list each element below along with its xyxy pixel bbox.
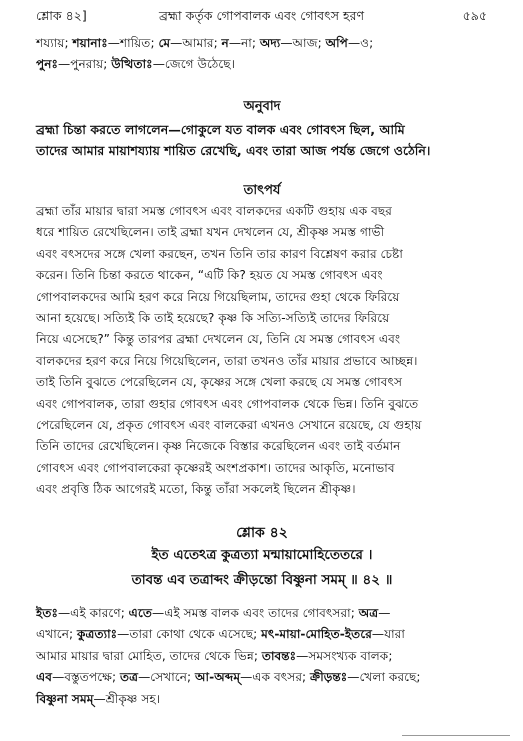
- synonym-term: অদ্য: [259, 36, 281, 50]
- purport-line: বালকদের হরণ করে নিয়ে গিয়েছিলেন, তারা তখনও তাঁর মায়ার প্রভাবে আচ্ছন্ন।: [36, 353, 418, 368]
- synonym-meaning: —এক বৎসর;: [240, 670, 311, 685]
- synonym-term: অত্র: [358, 606, 379, 620]
- synonym-term: আ-অব্দম্: [194, 670, 241, 685]
- translation-line: ব্রহ্মা চিন্তা করতে লাগলেন—গোকুলে যত বালক এবং গোবৎস ছিল, আমি: [36, 122, 405, 137]
- synonym-line: [36, 689, 488, 710]
- synonym-meaning: —আজ;: [280, 36, 326, 50]
- synonym-term: ন: [221, 36, 229, 50]
- purport-line: ধরে শায়িত রেখেছিলেন। তাই ব্রহ্মা যখন দেখলেন যে, শ্রীকৃষ্ণ সমস্ত গাভী: [36, 225, 385, 240]
- page-number: ৫৯৫: [462, 8, 487, 23]
- purport-line: গোবৎস এবং গোপবালকেরা কৃষ্ণেরই অংশপ্রকাশ। তাদের আকৃতি, মনোভাব: [36, 460, 395, 475]
- verse-line: তাবন্ত এব তত্রাব্দং ক্রীড়ন্তো বিষ্ণুনা সমম্ ॥ ৪২ ॥: [131, 572, 393, 588]
- synonym-line: [36, 646, 488, 667]
- synonym-meaning: —জেগে উঠেছে।: [152, 57, 236, 72]
- synonyms-continued: [36, 33, 488, 76]
- synonym-term: অপি: [325, 36, 348, 50]
- footer-rule: [402, 735, 510, 736]
- synonym-meaning: —আমার;: [170, 36, 222, 50]
- translation-heading: অনুবাদ: [243, 99, 281, 114]
- verse-heading: শ্লোক ৪২: [236, 525, 288, 541]
- synonym-term: তাবন্তঃ: [261, 648, 297, 663]
- synonym-term: উত্থিতাঃ: [111, 57, 153, 72]
- synonym-meaning: শয্যায়;: [36, 36, 73, 50]
- synonym-line: [36, 603, 488, 624]
- synonym-term: মৎ-মায়া-মোহিত-ইতরে: [261, 627, 372, 642]
- running-header: [36, 8, 487, 28]
- synonym-meaning: —শ্রীকৃষ্ণ সহ।: [93, 691, 161, 706]
- synonym-term: এতে: [128, 606, 152, 620]
- translation-text: [36, 119, 488, 162]
- synonym-term: তত্র: [119, 670, 139, 685]
- synonym-term: কুত্রত্যাঃ: [76, 627, 118, 642]
- header-chapter-title: ব্রহ্মা কর্তৃক গোপবালক এবং গোবৎস হরণ: [158, 8, 365, 23]
- synonym-meaning: —: [378, 606, 391, 620]
- synonym-term: মে: [158, 36, 171, 50]
- synonym-meaning: —সেখানে;: [138, 670, 195, 685]
- synonym-term: ক্রীড়ন্তঃ: [310, 670, 348, 685]
- purport-line: এবং প্রবৃত্তি ঠিক আগেরই মতো, কিন্তু তাঁরা সকলেই ছিলেন শ্রীকৃষ্ণ।: [36, 482, 356, 497]
- translation-line: তাদের আমার মায়াশয্যায় শায়িত রেখেছি, এবং তারা আজ পর্যন্ত জেগে ওঠেনি।: [36, 143, 431, 159]
- purport-line: পেরেছিলেন যে, প্রকৃত গোবৎস এবং বালকেরা এখনও সেখানে রয়েছে, যে গুহায়: [36, 418, 422, 433]
- synonym-term: ইতঃ: [36, 606, 58, 620]
- synonym-meaning: —তারা কোথা থেকে এসেছে;: [117, 627, 262, 642]
- synonym-meaning: —যারা: [371, 627, 405, 642]
- purport-line: গোপবালকদের আমি হরণ করে নিয়ে গিয়েছিলাম, তাদের গুহা থেকে ফিরিয়ে: [36, 289, 400, 304]
- purport-line: তিনি তাদের রেখেছিলেন। কৃষ্ণ নিজেকে বিস্তার করেছিলেন এবং তাই বর্তমান: [36, 439, 401, 454]
- synonym-line: [36, 54, 488, 75]
- purport-heading: তাৎপর্য: [243, 183, 281, 198]
- purport-line: এবং বৎসদের সঙ্গে খেলা করছেন, তখন তিনি তার কারণ বিশ্লেষণ করার চেষ্টা: [36, 246, 403, 261]
- synonym-term: শয়ানাঃ: [72, 36, 108, 50]
- synonym-meaning: —খেলা করছে;: [347, 670, 421, 685]
- synonym-line: [36, 33, 488, 54]
- synonym-meaning: —এই কারণে;: [57, 606, 129, 620]
- synonym-term: বিষ্ণুনা সমম্: [36, 691, 94, 706]
- purport-line: আনা হয়েছে। সত্যিই কি তাই হয়েছে? কৃষ্ণ কি সত্যি-সত্যিই তাদের ফিরিয়ে: [36, 311, 390, 326]
- synonyms-section: [36, 603, 488, 710]
- synonym-meaning: —এই সমস্ত বালক এবং তাদের গোবৎসরা;: [152, 606, 359, 620]
- synonym-line: [36, 624, 488, 645]
- synonym-meaning: —বস্তুতপক্ষে;: [52, 670, 120, 685]
- synonym-term: পুনঃ: [36, 57, 59, 72]
- purport-text: [36, 201, 488, 501]
- synonym-meaning: —সমসংখ্যক বালক;: [296, 648, 393, 663]
- purport-line: তাই তিনি বুঝতে পেরেছিলেন যে, কৃষ্ণের সঙ্গে খেলা করছে যে সমস্ত গোবৎস: [36, 375, 403, 390]
- synonym-meaning: আমার মায়ার দ্বারা মোহিত, তাদের থেকে ভিন্ন;: [36, 648, 262, 663]
- synonym-line: [36, 667, 488, 688]
- verse-line: ইত এতেঽত্র কুত্রত্যা মন্মায়ামোহিতেতরে ।: [151, 547, 373, 563]
- synonym-meaning: —শায়িত;: [107, 36, 159, 50]
- synonym-meaning: —ও;: [347, 36, 374, 50]
- header-verse-ref: শ্লোক ৪২]: [36, 8, 87, 23]
- purport-line: করেন। তিনি চিন্তা করতে থাকেন, “এটি কি? হয়ত যে সমস্ত গোবৎস এবং: [36, 268, 383, 283]
- synonym-meaning: —পুনরায়;: [58, 57, 112, 72]
- synonym-term: এব: [36, 670, 53, 685]
- purport-line: ব্রহ্মা তাঁর মায়ার দ্বারা সমস্ত গোবৎস এবং বালকদের একটি গুহায় এক বছর: [36, 204, 392, 218]
- synonym-meaning: এখানে;: [36, 627, 77, 642]
- purport-line: নিয়ে এসেছে?” কিন্তু তারপর ব্রহ্মা দেখলেন যে, তিনি যে সমস্ত গোবৎস এবং: [36, 332, 401, 347]
- synonym-meaning: —না;: [228, 36, 260, 50]
- verse-text: [36, 543, 488, 593]
- purport-line: এবং গোপবালক, তারা গুহার গোবৎস এবং গোপবালক থেকে ভিন্ন। তিনি বুঝতে: [36, 396, 419, 411]
